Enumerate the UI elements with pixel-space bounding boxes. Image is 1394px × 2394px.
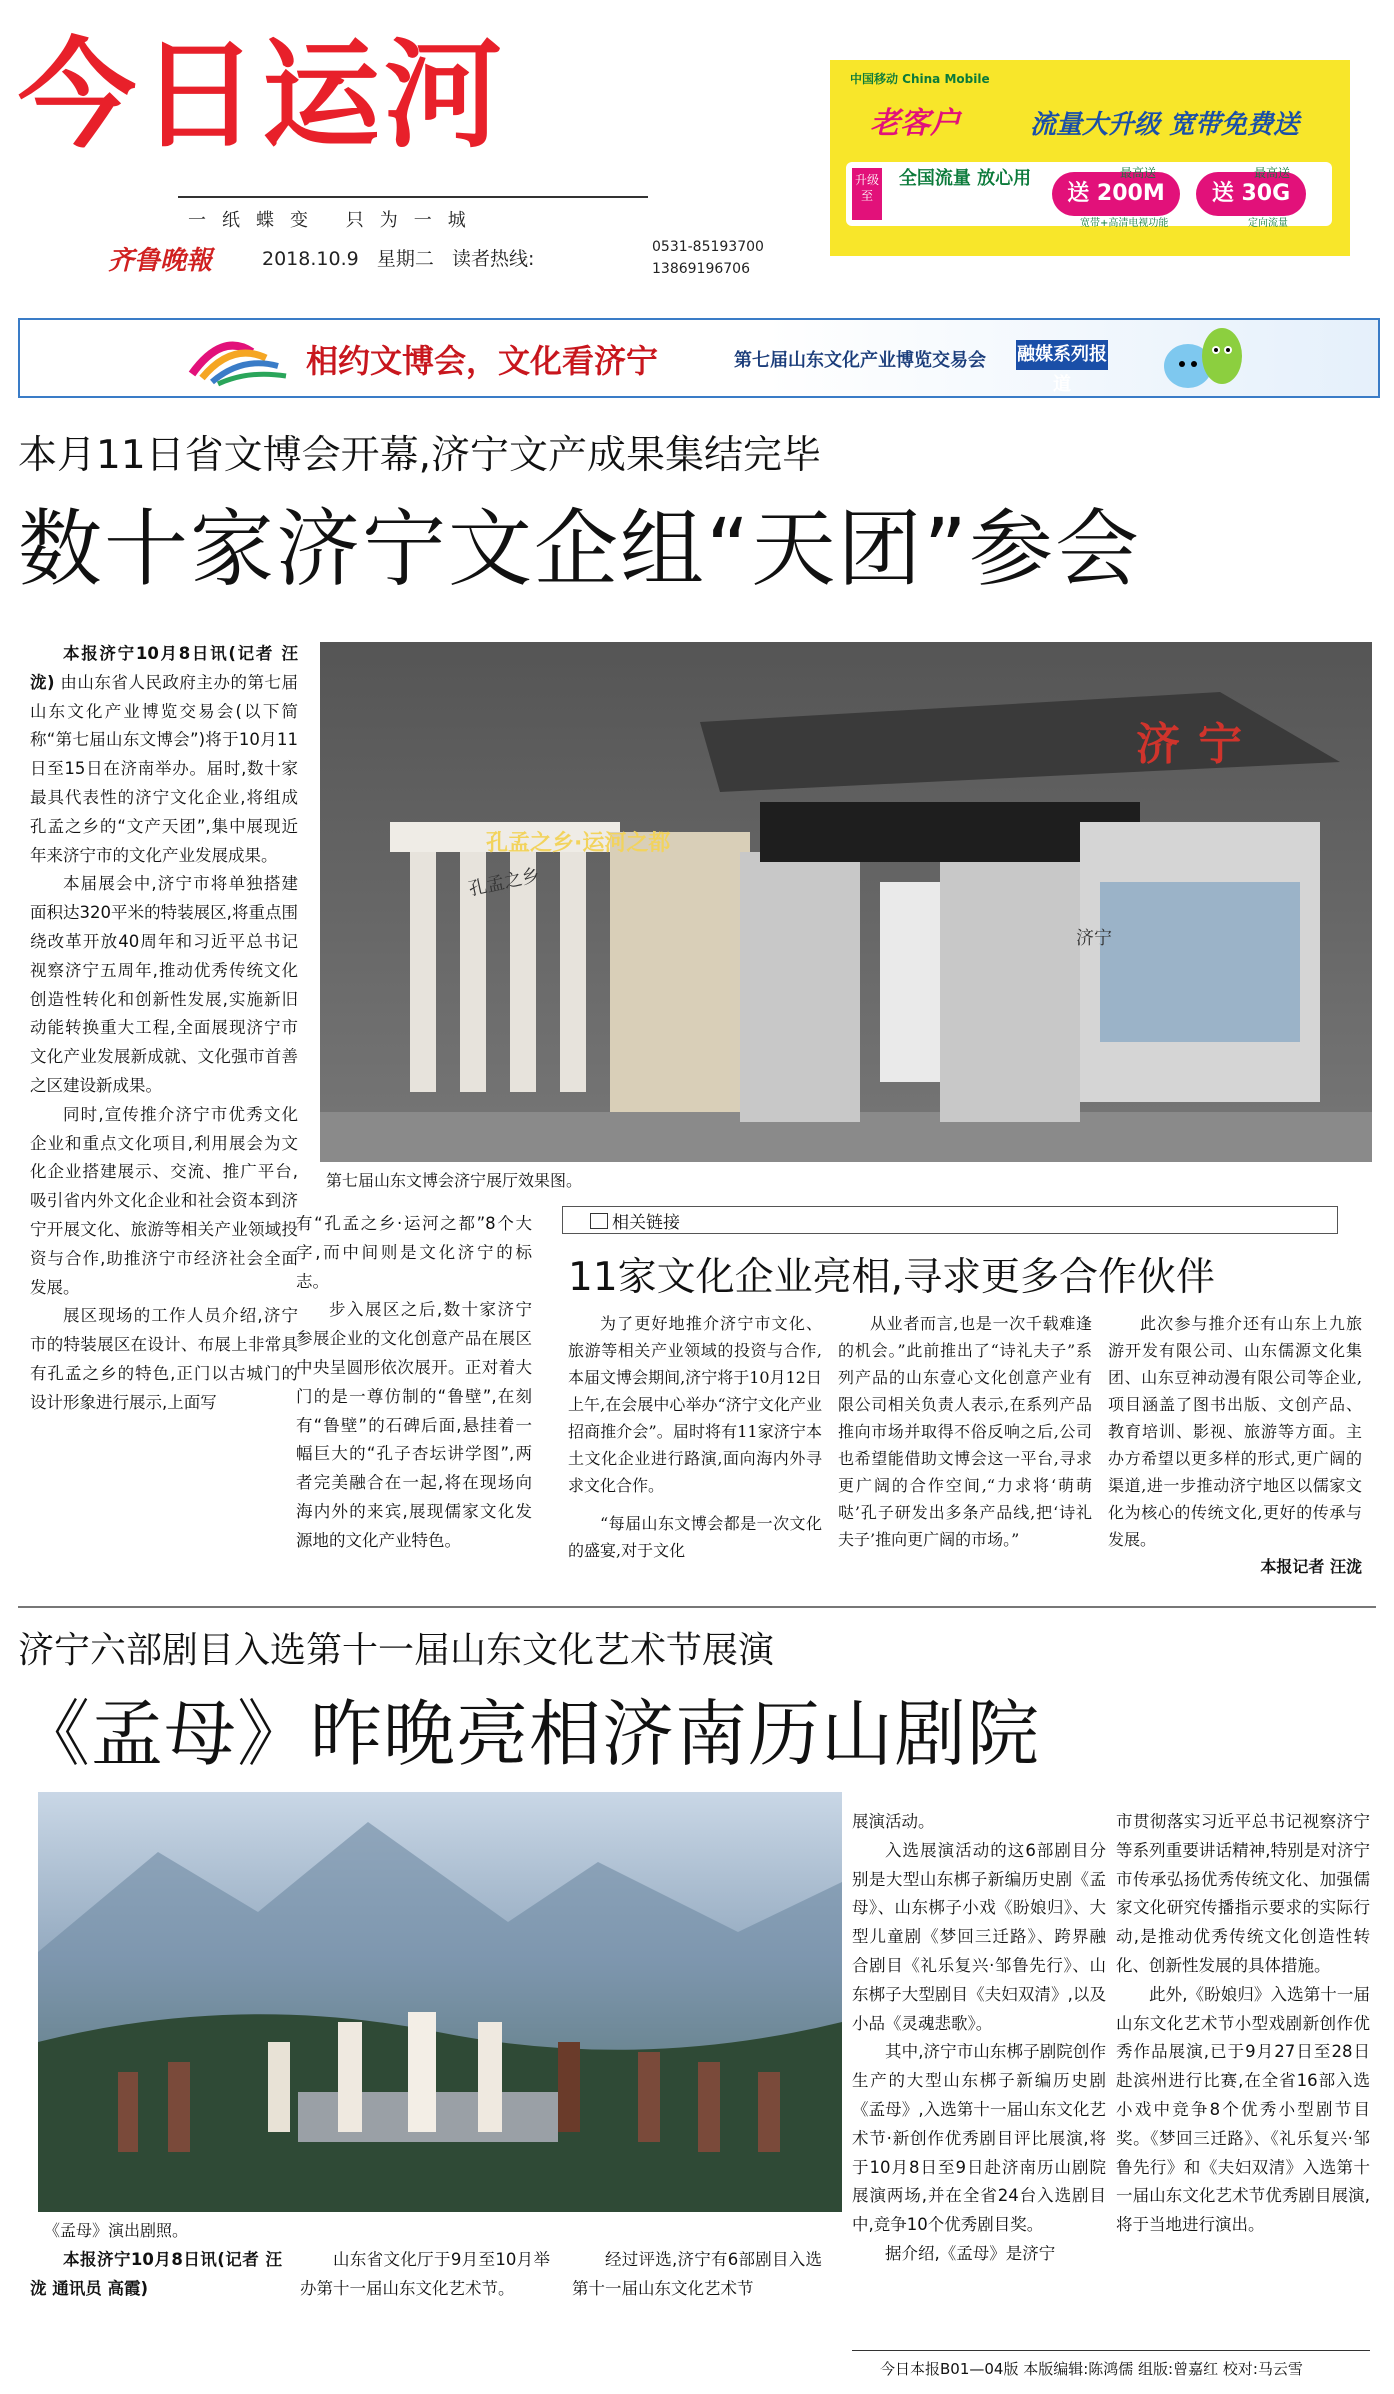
footer-rule [852,2350,1370,2351]
article1-headline: 数十家济宁文企组“天团”参会 [18,500,1142,598]
article2-p2-start: 经过评选,济宁有6部剧目入选第十一届山东文化艺术节 [572,2250,822,2298]
article1-p3: 同时,宣传推介济宁市优秀文化企业和重点文化项目,利用展会为文化企业搭建展示、交流、推广平台,吸引省内外文化企业和社会资本到济宁开展文化、旅游等相关产业领域投资与合作,助推济宁市经济社会全面发展。 [30,1104,298,1297]
photo-sign-main: 孔孟之乡·运河之都 [486,831,671,856]
issue-date: 2018.10.9 [262,248,359,270]
article2-col-2 [300,2246,550,2304]
stage-photo-caption: 《孟母》演出剧照。 [44,2221,189,2240]
related-p1: 为了更好地推介济宁市文化、旅游等相关产业领域的投资与合作,本届文博会期间,济宁将于10月12日上午,在会展中心举办“济宁文化产业招商推介会”。届时将有11家济宁本土文化企业进行路演,面向海内外寻求文化合作。 [568,1314,822,1495]
mascot-icon [1158,320,1248,392]
related-link-label: 相关链接 [612,1213,680,1233]
expo-logo-icon [182,322,292,388]
ad-gift-1-note: 宽带+高清电视功能 [1080,218,1169,229]
masthead-slogan: 一纸蝶变 只为一城 [188,210,482,231]
ad-gift-top-1: 最高送 [1120,166,1157,180]
article2-p4: 其中,济宁市山东梆子剧院创作生产的大型山东梆子新编历史剧《孟母》,入选第十一届山东文化艺术节·新创作优秀剧目评比展演,将于10月8日至9日赴济南历山剧院展演两场,并在全省24台入选剧目中,竞争10个优秀剧目奖。 [852,2042,1106,2235]
article1-p1: 由山东省人民政府主办的第七届山东文化产业博览交易会(以下简称“第七届山东文博会”)将于10月11日至15日在济南举办。届时,数十家最具代表性的济宁文化企业,将组成孔孟之乡的“文产天团”,集中展现近年来济宁市的文化产业发展成果。 [30,672,299,865]
ad-gift-top-2: 最高送 [1254,166,1291,180]
related-col-2 [838,1310,1092,1553]
slogan-rule [178,196,648,198]
article2-p5-end: 市贯彻落实习近平总书记视察济宁等系列重要讲话精神,特别是对济宁市传承弘扬优秀传统文化、加强儒家文化研究传播指示要求的实际行动,是推动优秀传统文化创造性转化、创新性发展的具体措施。 [1116,1812,1370,1975]
brand-name: 齐鲁晚報 [108,246,213,276]
article2-dateline: 本报济宁10月8日讯(记者 汪泷 通讯员 高霞) [30,2250,282,2298]
mengmu-stage-photo [38,1792,842,2212]
photo-panel-text: 济宁 [1076,928,1112,949]
article1-col-1 [30,640,298,1418]
article2-col-5 [1116,1808,1370,2240]
article2-p6: 此外,《盼娘归》入选第十一届山东文化艺术节小型戏剧新创作优秀作品展演,已于9月27日至28日赴滨州进行比赛,在全省16部入选小戏中竞争8个优秀小型剧节目奖。《梦回三迁路》、《礼乐复兴·邹鲁先行》和《夫妇双清》入选第十一届山东文化艺术节优秀剧目展演,将于当地进行演出。 [1116,1984,1370,2235]
page-footer: 今日本报B01—04版 本版编辑:陈鸿儒 组版:曾嘉红 校对:马云雪 [880,2360,1303,2378]
article2-p2-end: 展演活动。 [852,1812,935,1831]
related-p3: 此次参与推介还有山东上九旅游开发有限公司、山东儒源文化集团、山东豆神动漫有限公司等企业,项目涵盖了图书出版、文创产品、教育培训、影视、旅游等方面。主办方希望以更多样的形式,更广阔的渠道,进一步推动济宁地区以儒家文化为核心的传统文化,更好的传承与发展。 [1108,1314,1362,1549]
link-icon [590,1213,608,1229]
related-title: 11家文化企业亮相,寻求更多合作伙伴 [568,1255,1216,1300]
ad-gift-1-value: 200M [1096,181,1165,206]
hotline-number-1: 0531-85193700 [652,239,764,255]
photo-sign-left: 孔孟之乡 [466,864,542,901]
banner-event: 第七届山东文化产业博览交易会 [734,350,986,371]
ad-headline-2: 流量大升级 宽带免费送 [1030,110,1300,140]
photo-top-chars: 济宁 [1136,719,1260,770]
article2-p3: 入选展演活动的这6部剧目分别是大型山东梆子新编历史剧《孟母》、山东梆子小戏《盼娘归》、大型儿童剧《梦回三迁路》、跨界融合剧目《礼乐复兴·邹鲁先行》、山东梆子大型剧目《夫妇双清》,以及小品《灵魂悲歌》。 [852,1840,1106,2033]
ad-headline: 老客户 [870,106,960,141]
ad-plan: 全国流量 放心用 [898,168,1032,189]
article2-headline: 《孟母》昨晚亮相济南历山剧院 [18,1692,1041,1776]
article2-subhead: 济宁六部剧目入选第十一届山东文化艺术节展演 [18,1630,775,1671]
article2-p5-start: 据介绍,《孟母》是济宁 [885,2243,1056,2263]
related-col-3 [1108,1310,1362,1580]
ad-gift-2-label: 送 [1211,181,1234,206]
issue-weekday: 星期二 [376,248,434,270]
hotline-label: 读者热线: [451,248,535,270]
ad-gift-1 [1052,172,1180,216]
article1-col-2 [296,1210,532,1556]
masthead-title: 今日运河 [18,26,507,164]
article2-col-4 [852,1808,1106,2269]
article1-p4: 展区现场的工作人员介绍,济宁市的特装展区在设计、布展上非常具有孔孟之乡的特色,正门以古城门的设计形象进行展示,上面写 [30,1306,298,1412]
banner-slogan: 相约文博会，文化看济宁 [306,342,659,380]
related-col-1b [568,1510,822,1564]
article1-subhead: 本月11日省文博会开幕,济宁文产成果集结完毕 [18,433,822,478]
article1-p5: 有“孔孟之乡·运河之都”8个大字,而中间则是文化济宁的标志。 [296,1214,532,1291]
issue-date-line [262,244,534,271]
article2-p1: 山东省文化厅于9月至10月举办第十一届山东文化艺术节。 [300,2250,550,2298]
china-mobile-logo: 中国移动 China Mobile [850,72,990,86]
article2-col-1 [30,2246,282,2304]
banner-tag: 融媒系列报道 [1016,340,1108,370]
ad-gift-2-note: 定向流量 [1248,218,1288,229]
related-p2-start: “每届山东文博会都是一次文化的盛宴,对于文化 [568,1514,822,1560]
ad-upgrade-tag: 升级至 [852,168,882,220]
article2-col-3 [572,2246,822,2304]
related-p2: 从业者而言,也是一次千载难逢的机会。”此前推出了“诗礼夫子”系列产品的山东壹心文化创意产业有限公司相关负责人表示,在系列产品推向市场并取得不俗反响之后,公司也希望能借助文博会这一平台,寻求更广阔的合作空间,“力求将‘萌萌哒’孔子研发出多条产品线,把‘诗礼夫子’推向更广阔的市场。” [838,1314,1092,1549]
hotline-number-2: 13869196706 [652,261,750,277]
article1-dateline: 本报济宁10月8日讯(记者 汪泷) [30,644,298,692]
article1-p2: 本届展会中,济宁市将单独搭建面积达320平米的特装展区,将重点围绕改革开放40周年和习近平总书记视察济宁五周年,推动优秀传统文化创造性转化和创新性发展,实施新旧动能转换重大工程,全面展现济宁市文化产业发展新成就、文化强市首善之区建设新成果。 [30,874,298,1095]
article1-p6: 步入展区之后,数十家济宁参展企业的文化创意产品在展区中央呈圆形依次展开。正对着大门的是一尊仿制的“鲁壁”,在刻有“鲁壁”的石碑后面,悬挂着一幅巨大的“孔子杏坛讲学图”,两者完美融合在一起,将在现场向海内外的来宾,展现儒家文化发源地的文化产业特色。 [296,1300,532,1550]
ad-gift-2-value: 30G [1241,181,1291,206]
related-byline: 本报记者 汪泷 [1260,1557,1362,1576]
ad-gift-1-label: 送 [1067,181,1090,206]
related-col-1 [568,1310,822,1499]
expo-photo-caption: 第七届山东文博会济宁展厅效果图。 [326,1171,583,1190]
hotline-numbers [652,236,764,280]
section-divider [18,1606,1376,1608]
